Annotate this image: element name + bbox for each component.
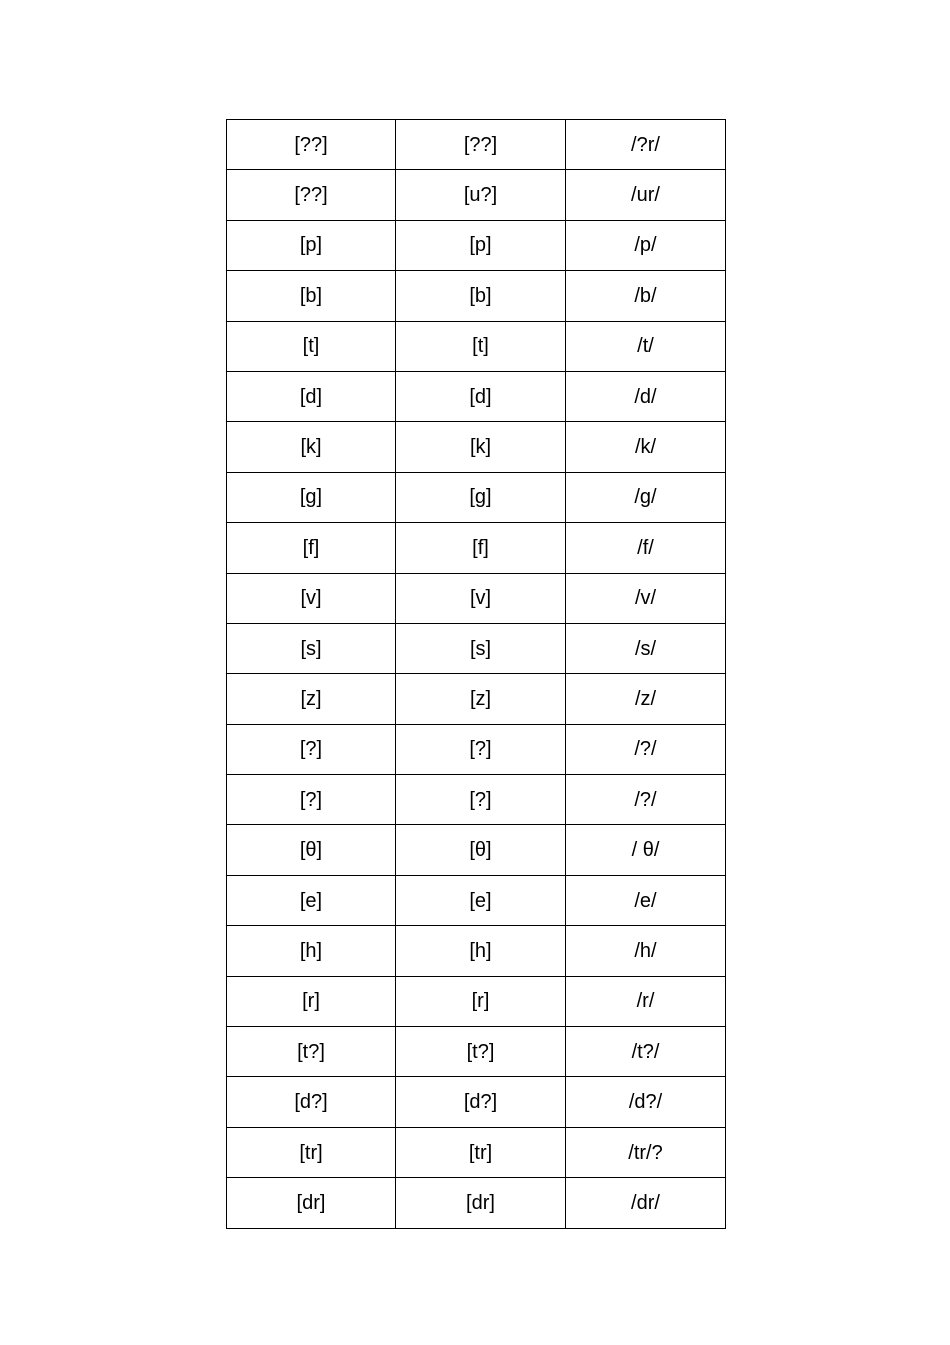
table-cell-bracket: [v]: [227, 573, 396, 623]
table-cell-phoneme: /?/: [566, 724, 726, 774]
table-cell-phoneme: /p/: [566, 220, 726, 270]
table-row: [227, 220, 726, 270]
table-row: [227, 775, 726, 825]
table-cell-bracket: [p]: [396, 220, 566, 270]
table-row: [227, 422, 726, 472]
table-cell-bracket: [d]: [227, 371, 396, 421]
table-cell-bracket: [f]: [396, 523, 566, 573]
table-cell-phoneme: /v/: [566, 573, 726, 623]
table-row: [227, 523, 726, 573]
table-cell-phoneme: /r/: [566, 976, 726, 1026]
table-row: [227, 170, 726, 220]
table-row: [227, 120, 726, 170]
table-row: [227, 1077, 726, 1127]
table-cell-bracket: [t?]: [227, 1027, 396, 1077]
table-cell-bracket: [g]: [227, 472, 396, 522]
table-cell-phoneme: /f/: [566, 523, 726, 573]
table-row: [227, 573, 726, 623]
table-row: [227, 875, 726, 925]
table-cell-bracket: [e]: [396, 875, 566, 925]
table-cell-phoneme: /?/: [566, 775, 726, 825]
table-row: [227, 1178, 726, 1228]
table-cell-bracket: [b]: [227, 271, 396, 321]
table-cell-phoneme: /e/: [566, 875, 726, 925]
table-cell-bracket: [?]: [396, 724, 566, 774]
table-row: [227, 825, 726, 875]
table-cell-bracket: [k]: [227, 422, 396, 472]
table-cell-phoneme: / θ/: [566, 825, 726, 875]
table-cell-bracket: [d?]: [227, 1077, 396, 1127]
table-row: [227, 1027, 726, 1077]
table-cell-bracket: [??]: [396, 120, 566, 170]
table-row: [227, 724, 726, 774]
table-cell-bracket: [z]: [396, 674, 566, 724]
table-cell-bracket: [??]: [227, 170, 396, 220]
table-cell-bracket: [?]: [227, 724, 396, 774]
table-cell-bracket: [tr]: [227, 1127, 396, 1177]
table-cell-bracket: [r]: [396, 976, 566, 1026]
table-cell-bracket: [dr]: [396, 1178, 566, 1228]
table-row: [227, 271, 726, 321]
table-cell-phoneme: /b/: [566, 271, 726, 321]
table-cell-bracket: [v]: [396, 573, 566, 623]
table-cell-phoneme: /d?/: [566, 1077, 726, 1127]
table-cell-bracket: [t]: [396, 321, 566, 371]
table-cell-bracket: [g]: [396, 472, 566, 522]
table-cell-bracket: [?]: [396, 775, 566, 825]
table-body: [227, 120, 726, 1229]
table-cell-bracket: [θ]: [396, 825, 566, 875]
table-row: [227, 623, 726, 673]
table-cell-bracket: [?]: [227, 775, 396, 825]
table-cell-bracket: [h]: [227, 926, 396, 976]
table-cell-bracket: [p]: [227, 220, 396, 270]
phonetic-symbol-table: [226, 119, 726, 1229]
table-cell-phoneme: /t?/: [566, 1027, 726, 1077]
table-row: [227, 371, 726, 421]
table-cell-bracket: [d]: [396, 371, 566, 421]
table-cell-bracket: [s]: [227, 623, 396, 673]
table-cell-bracket: [??]: [227, 120, 396, 170]
table-cell-bracket: [t]: [227, 321, 396, 371]
table-cell-bracket: [dr]: [227, 1178, 396, 1228]
table-row: [227, 1127, 726, 1177]
table-row: [227, 321, 726, 371]
table-cell-bracket: [r]: [227, 976, 396, 1026]
table-cell-bracket: [z]: [227, 674, 396, 724]
table-cell-bracket: [k]: [396, 422, 566, 472]
table-cell-phoneme: /?r/: [566, 120, 726, 170]
table-cell-phoneme: /t/: [566, 321, 726, 371]
table-row: [227, 926, 726, 976]
table-cell-bracket: [tr]: [396, 1127, 566, 1177]
table-cell-phoneme: /k/: [566, 422, 726, 472]
table-row: [227, 472, 726, 522]
table-cell-phoneme: /d/: [566, 371, 726, 421]
table-cell-phoneme: /dr/: [566, 1178, 726, 1228]
table-cell-bracket: [d?]: [396, 1077, 566, 1127]
table-cell-phoneme: /tr/?: [566, 1127, 726, 1177]
table-cell-phoneme: /g/: [566, 472, 726, 522]
table-row: [227, 976, 726, 1026]
table-cell-bracket: [t?]: [396, 1027, 566, 1077]
table-cell-phoneme: /z/: [566, 674, 726, 724]
table-cell-bracket: [θ]: [227, 825, 396, 875]
table-cell-phoneme: /s/: [566, 623, 726, 673]
table-cell-bracket: [f]: [227, 523, 396, 573]
table-cell-phoneme: /h/: [566, 926, 726, 976]
table-cell-bracket: [s]: [396, 623, 566, 673]
table-cell-bracket: [h]: [396, 926, 566, 976]
table-cell-bracket: [u?]: [396, 170, 566, 220]
table-cell-bracket: [e]: [227, 875, 396, 925]
table-cell-bracket: [b]: [396, 271, 566, 321]
table-row: [227, 674, 726, 724]
table-cell-phoneme: /ur/: [566, 170, 726, 220]
